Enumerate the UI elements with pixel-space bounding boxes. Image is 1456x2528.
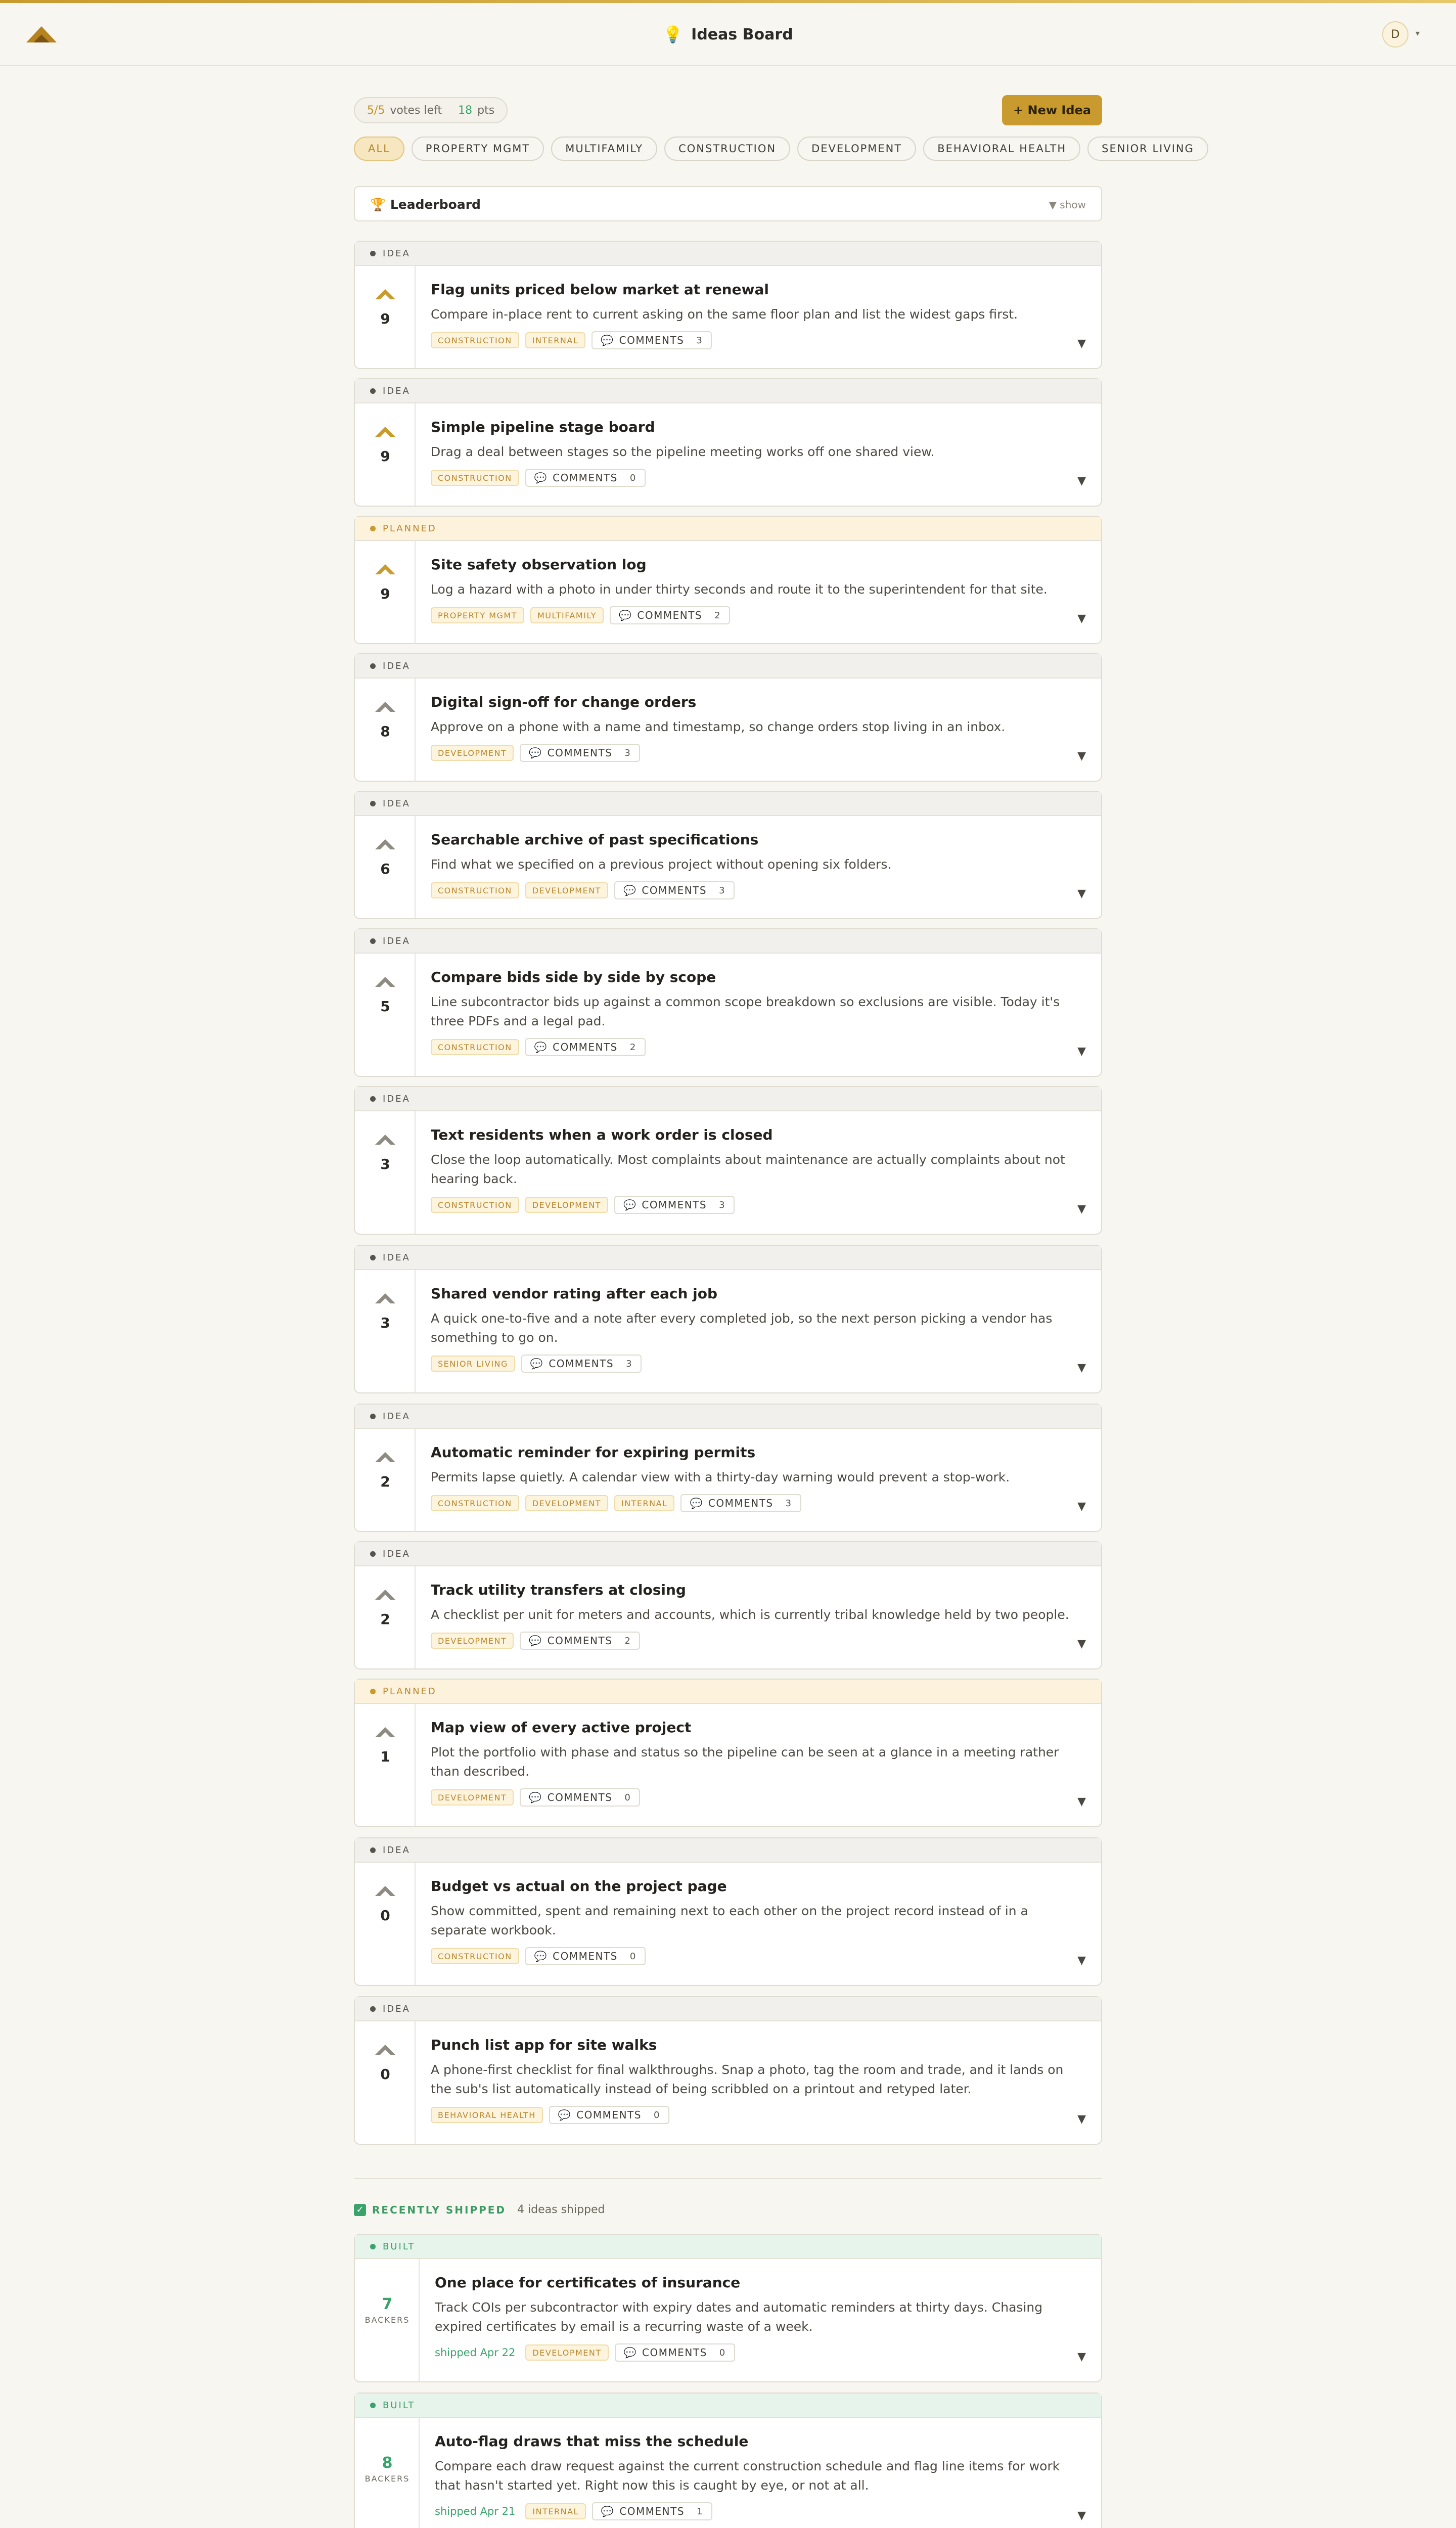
filter-chip-property-mgmt[interactable]: PROPERTY MGMT [412,137,544,161]
idea-title[interactable]: One place for certificates of insurance [435,2274,741,2291]
vote-column [355,266,416,368]
idea-title[interactable]: Site safety observation log [431,556,647,573]
comment-bubble-icon: 💬 [529,1635,542,1647]
idea-body [435,2433,1071,2520]
comments-button[interactable] [520,744,640,762]
vote-count: 9 [380,448,390,465]
comment-bubble-icon: 💬 [623,1199,637,1211]
comment-bubble-icon: 💬 [529,1791,542,1803]
comments-button[interactable] [525,1947,646,1965]
idea-meta [431,469,1071,487]
status-label: IDEA [383,2003,411,2014]
upvote-arrow-icon[interactable] [374,1451,396,1463]
idea-description: Compare in-place rent to current asking on the same floor plan and list the widest gaps first. [431,307,1018,322]
vote-count: 3 [380,1156,390,1172]
upvote-arrow-icon[interactable] [374,563,396,575]
expand-chevron-icon[interactable]: ▼ [1077,612,1086,625]
vote-count: 9 [380,585,390,602]
category-tag: CONSTRUCTION [431,470,519,486]
idea-description: Close the loop automatically. Most complaints about maintenance are actually complaints about not hearing back. [431,1152,1065,1186]
status-dot-icon [370,2403,376,2408]
comments-label: COMMENTS [642,2346,707,2359]
idea-title[interactable]: Automatic reminder for expiring permits [431,1444,756,1461]
status-dot-icon [370,1096,376,1102]
idea-meta [435,2502,1071,2520]
status-dot-icon [370,388,376,394]
idea-title[interactable]: Punch list app for site walks [431,2037,657,2053]
comment-bubble-icon: 💬 [601,2505,615,2517]
status-dot-icon [370,1689,376,1694]
comments-count: 0 [653,2109,660,2120]
comments-button[interactable] [525,469,646,487]
avatar[interactable]: D [1382,21,1408,48]
upvote-arrow-icon[interactable] [374,838,396,850]
comments-label: COMMENTS [553,1950,618,1962]
status-dot-icon [370,2244,376,2249]
idea-description: Track COIs per subcontractor with expiry dates and automatic reminders at thirty days. Chasing expired certificates by email is a recurring waste of a week. [435,2300,1043,2334]
comments-button[interactable] [610,606,730,624]
comments-button[interactable] [525,1038,646,1056]
status-badge [355,1542,1101,1566]
idea-description: Approve on a phone with a name and timestamp, so change orders stop living in an inbox. [431,719,1006,734]
comments-button[interactable] [549,2106,669,2124]
comment-bubble-icon: 💬 [623,2346,638,2359]
idea-title[interactable]: Simple pipeline stage board [431,419,655,435]
expand-chevron-icon[interactable]: ▼ [1077,337,1086,350]
backers-label: BACKERS [365,2474,410,2484]
comments-label: COMMENTS [637,609,703,621]
vote-column [355,1566,416,1668]
status-badge [355,517,1101,541]
idea-meta [431,606,1071,624]
status-badge [355,654,1101,679]
comments-button[interactable] [592,2502,712,2520]
recently-shipped-heading [354,2203,605,2216]
idea-body [431,1878,1071,1965]
idea-card [354,516,1102,644]
vote-column [355,403,416,506]
vote-count: 1 [380,1748,390,1765]
category-tag: SENIOR LIVING [431,1356,515,1372]
idea-card [354,241,1102,369]
idea-card [354,791,1102,919]
backers-column [355,2259,420,2381]
status-badge [355,1087,1101,1111]
idea-title[interactable]: Flag units priced below market at renewal [431,281,769,298]
idea-body [431,2037,1071,2124]
expand-chevron-icon[interactable]: ▼ [1077,1500,1086,1513]
category-tag: DEVELOPMENT [431,1633,514,1649]
idea-title[interactable]: Searchable archive of past specifications [431,831,759,848]
status-dot-icon [370,251,376,256]
idea-title[interactable]: Digital sign-off for change orders [431,694,697,710]
idea-meta [431,1947,1071,1965]
lightbulb-icon: 💡 [663,25,684,44]
category-tag: CONSTRUCTION [431,332,519,348]
idea-description: Drag a deal between stages so the pipeline meeting works off one shared view. [431,444,935,459]
status-dot-icon [370,1255,376,1260]
idea-body [431,1719,1071,1807]
idea-body [431,694,1071,762]
check-icon: ✓ [354,2204,366,2216]
idea-description: Find what we specified on a previous project without opening six folders. [431,857,892,872]
idea-card [354,1837,1102,1986]
idea-card [354,1245,1102,1393]
idea-description: Log a hazard with a photo in under thirty seconds and route it to the superintendent for that site. [431,582,1048,597]
shipped-date: shipped Apr 22 [435,2346,516,2359]
shipped-card [354,2392,1102,2528]
idea-meta [431,1355,1071,1373]
vote-column [355,2021,416,2144]
idea-body [435,2274,1071,2362]
comments-label: COMMENTS [619,2505,685,2517]
category-tag: INTERNAL [525,2503,586,2519]
vote-column [355,541,416,643]
idea-meta [431,331,1071,349]
comment-bubble-icon: 💬 [534,1950,548,1962]
votes-remaining-pill [354,97,508,123]
idea-body [431,1582,1071,1650]
backers-block [355,2295,420,2325]
category-tag: CONSTRUCTION [431,1948,519,1964]
new-idea-button[interactable]: + New Idea [1002,95,1102,125]
vote-count: 9 [380,310,390,327]
filter-chip-behavioral-health[interactable]: BEHAVIORAL HEALTH [923,137,1080,161]
vote-count: 8 [380,723,390,740]
comments-label: COMMENTS [642,884,707,896]
expand-chevron-icon[interactable]: ▼ [1077,1954,1086,1967]
expand-chevron-icon[interactable]: ▼ [1077,475,1086,487]
comment-bubble-icon: 💬 [529,747,542,759]
comments-label: COMMENTS [553,1041,618,1053]
status-dot-icon [370,2006,376,2012]
status-badge [355,2394,1101,2418]
votes-left-count: 5/5 [367,104,385,117]
status-label: IDEA [383,935,411,946]
expand-chevron-icon[interactable]: ▼ [1077,887,1086,900]
status-dot-icon [370,1551,376,1557]
idea-card [354,1679,1102,1827]
idea-description: Compare each draw request against the current construction schedule and flag line items for work that hasn't started yet. Right now this is caught by eye, or not at all. [435,2459,1060,2493]
leaderboard-toggle[interactable]: ▼ show [1049,199,1086,211]
shipped-date: shipped Apr 21 [435,2505,516,2517]
filter-chip-development[interactable]: DEVELOPMENT [797,137,916,161]
top-header [0,3,1456,66]
status-dot-icon [370,1414,376,1419]
idea-title[interactable]: Shared vendor rating after each job [431,1285,718,1302]
comments-label: COMMENTS [547,1635,613,1647]
idea-meta [431,2106,1071,2124]
comments-label: COMMENTS [708,1497,774,1509]
idea-body [431,969,1071,1056]
vote-count: 5 [380,998,390,1015]
status-badge [355,1405,1101,1429]
shipped-count: 4 ideas shipped [517,2203,605,2216]
idea-description: A quick one-to-five and a note after every completed job, so the next person picking a vendor has something to go on. [431,1311,1053,1345]
category-tag: DEVELOPMENT [525,2344,608,2361]
idea-title[interactable]: Text residents when a work order is closed [431,1126,773,1143]
comments-label: COMMENTS [553,472,618,484]
status-label: IDEA [383,248,411,259]
comments-count: 3 [626,1358,633,1369]
comments-count: 0 [719,2347,726,2358]
filter-chip-multifamily[interactable]: MULTIFAMILY [551,137,657,161]
comments-count: 3 [624,747,631,758]
status-badge [355,792,1101,816]
category-tag: PROPERTY MGMT [431,607,524,623]
status-label: IDEA [383,1411,411,1422]
backers-label: BACKERS [365,2315,410,2325]
upvote-arrow-icon[interactable] [374,288,396,300]
comments-count: 3 [719,1199,726,1210]
idea-meta [431,1788,1071,1807]
status-dot-icon [370,1847,376,1853]
idea-title[interactable]: Track utility transfers at closing [431,1582,686,1598]
idea-body [431,556,1071,624]
expand-chevron-icon[interactable]: ▼ [1077,1203,1086,1215]
recently-shipped-label: RECENTLY SHIPPED [372,2203,507,2216]
comments-count: 1 [697,2506,704,2517]
idea-title[interactable]: Budget vs actual on the project page [431,1878,727,1894]
idea-meta [431,1038,1071,1056]
expand-chevron-icon[interactable]: ▼ [1077,2113,1086,2126]
comments-count: 2 [714,610,721,621]
category-tag: CONSTRUCTION [431,1495,519,1511]
category-tag: DEVELOPMENT [525,882,608,898]
category-tag: BEHAVIORAL HEALTH [431,2107,543,2123]
vote-count: 6 [380,861,390,877]
vote-column [355,1270,416,1392]
upvote-arrow-icon[interactable] [374,1589,396,1601]
idea-card [354,1404,1102,1532]
page-title: Ideas Board [691,25,793,43]
idea-description: Show committed, spent and remaining next to each other on the project record instead of in a separate workbook. [431,1904,1028,1937]
status-dot-icon [370,663,376,669]
status-dot-icon [370,526,376,531]
comments-count: 0 [629,472,636,483]
comments-label: COMMENTS [547,1791,613,1803]
filter-chip-senior-living[interactable]: SENIOR LIVING [1087,137,1208,161]
expand-chevron-icon[interactable]: ▼ [1077,1362,1086,1374]
points-count: 18 [458,104,473,117]
idea-card [354,1541,1102,1669]
comments-label: COMMENTS [576,2109,642,2121]
idea-card [354,378,1102,507]
category-tag: CONSTRUCTION [431,1039,519,1055]
idea-body [431,1444,1071,1512]
category-filter-bar [354,137,1194,161]
status-badge [355,929,1101,954]
category-tag: DEVELOPMENT [431,745,514,761]
vote-count: 3 [380,1315,390,1331]
idea-body [431,281,1071,349]
comments-count: 2 [624,1635,631,1646]
idea-meta [431,1196,1071,1214]
shipped-card [354,2234,1102,2382]
idea-description: Line subcontractor bids up against a common scope breakdown so exclusions are visible. Today it's three PDFs and a legal pad. [431,995,1060,1028]
backers-count: 8 [382,2454,393,2472]
comments-button[interactable] [520,1788,640,1807]
status-badge [355,1997,1101,2021]
comments-button[interactable] [614,1196,735,1214]
comments-count: 3 [719,885,726,896]
upvote-arrow-icon[interactable] [374,1134,396,1146]
points-label: pts [477,104,495,117]
vote-column [355,1111,416,1234]
leaderboard-title: 🏆 Leaderboard [370,197,481,212]
status-label: IDEA [383,1252,411,1263]
comment-bubble-icon: 💬 [558,2109,572,2121]
comment-bubble-icon: 💬 [530,1358,544,1370]
category-tag: INTERNAL [614,1495,675,1511]
comments-count: 0 [624,1792,631,1803]
idea-meta [431,881,1071,899]
status-label: IDEA [383,1093,411,1104]
backers-column [355,2418,420,2528]
vote-column [355,954,416,1076]
upvote-arrow-icon[interactable] [374,2044,396,2056]
comments-count: 0 [629,1951,636,1962]
status-label: IDEA [383,660,411,671]
upvote-arrow-icon[interactable] [374,976,396,988]
idea-body [431,1285,1071,1373]
leaderboard-panel[interactable] [354,186,1102,221]
status-label: PLANNED [383,1686,437,1697]
status-badge [355,242,1101,266]
idea-card [354,653,1102,782]
idea-body [431,831,1071,899]
idea-description: Plot the portfolio with phase and status so the pipeline can be seen at a glance in a meeting rather than described. [431,1745,1059,1779]
expand-chevron-icon[interactable]: ▼ [1077,1795,1086,1808]
idea-meta [435,2343,1071,2362]
comments-count: 3 [785,1498,792,1509]
status-label: IDEA [383,1844,411,1856]
category-tag: MULTIFAMILY [530,607,604,623]
chevron-down-icon[interactable]: ▾ [1416,28,1420,38]
comment-bubble-icon: 💬 [534,472,548,484]
comments-button[interactable] [680,1494,801,1512]
comments-count: 2 [629,1042,636,1053]
status-dot-icon [370,938,376,944]
status-label: PLANNED [383,523,437,534]
expand-chevron-icon[interactable]: ▼ [1077,2509,1086,2522]
expand-chevron-icon[interactable]: ▼ [1077,2351,1086,2363]
idea-description: A checklist per unit for meters and accounts, which is currently tribal knowledge held by two people. [431,1607,1069,1622]
idea-body [431,419,1071,487]
category-tag: CONSTRUCTION [431,882,519,898]
comments-label: COMMENTS [619,334,685,346]
expand-chevron-icon[interactable]: ▼ [1077,1638,1086,1650]
vote-count: 0 [380,1907,390,1924]
backers-block [355,2454,420,2484]
status-badge [355,379,1101,403]
status-badge [355,1838,1101,1863]
upvote-arrow-icon[interactable] [374,426,396,438]
category-tag: CONSTRUCTION [431,1197,519,1213]
idea-body [431,1126,1071,1214]
comments-button[interactable] [614,881,735,899]
comments-label: COMMENTS [549,1358,614,1370]
comment-bubble-icon: 💬 [618,609,632,621]
upvote-arrow-icon[interactable] [374,1292,396,1304]
category-tag: INTERNAL [525,332,586,348]
comments-count: 3 [696,335,703,346]
idea-card [354,1996,1102,2145]
idea-meta [431,744,1071,762]
vote-column [355,1704,416,1826]
upvote-arrow-icon[interactable] [374,1885,396,1897]
idea-description: Permits lapse quietly. A calendar view with a thirty-day warning would prevent a stop-work. [431,1470,1010,1484]
idea-title[interactable]: Auto-flag draws that miss the schedule [435,2433,749,2450]
idea-meta [431,1494,1071,1512]
status-badge [355,2235,1101,2259]
status-label: IDEA [383,1548,411,1559]
comments-button[interactable] [615,2343,735,2362]
upvote-arrow-icon[interactable] [374,1726,396,1738]
comment-bubble-icon: 💬 [690,1497,703,1509]
comments-button[interactable] [592,331,712,349]
status-label: BUILT [383,2400,416,2411]
status-label: IDEA [383,385,411,396]
comment-bubble-icon: 💬 [534,1041,548,1053]
vote-count: 2 [380,1611,390,1628]
comment-bubble-icon: 💬 [601,334,614,346]
idea-card [354,1086,1102,1235]
status-dot-icon [370,801,376,806]
filter-chip-all[interactable]: ALL [354,137,404,161]
section-divider [354,2178,1102,2179]
comments-button[interactable] [520,1632,640,1650]
vote-count: 2 [380,1473,390,1490]
backers-count: 7 [382,2295,393,2313]
status-label: BUILT [383,2241,416,2252]
upvote-arrow-icon[interactable] [374,701,396,713]
status-label: IDEA [383,798,411,809]
idea-card [354,928,1102,1077]
category-tag: DEVELOPMENT [525,1495,608,1511]
comment-bubble-icon: 💬 [623,884,637,896]
vote-count: 0 [380,2066,390,2083]
vote-column [355,1429,416,1531]
vote-column [355,679,416,781]
filter-chip-construction[interactable]: CONSTRUCTION [664,137,790,161]
comments-label: COMMENTS [642,1199,707,1211]
expand-chevron-icon[interactable]: ▼ [1077,1045,1086,1058]
idea-title[interactable]: Compare bids side by side by scope [431,969,716,985]
comments-label: COMMENTS [547,747,613,759]
idea-meta [431,1632,1071,1650]
idea-description: A phone-first checklist for final walkthroughs. Snap a photo, tag the room and trade, and it lands on the sub's list automatically instead of being scribbled on a printout and retyped later. [431,2062,1064,2096]
votes-left-label: votes left [390,104,442,117]
status-badge [355,1680,1101,1704]
vote-column [355,1863,416,1985]
vote-column [355,816,416,918]
status-badge [355,1246,1101,1270]
category-tag: DEVELOPMENT [525,1197,608,1213]
comments-button[interactable] [521,1355,642,1373]
category-tag: DEVELOPMENT [431,1789,514,1805]
idea-title[interactable]: Map view of every active project [431,1719,692,1736]
expand-chevron-icon[interactable]: ▼ [1077,750,1086,762]
